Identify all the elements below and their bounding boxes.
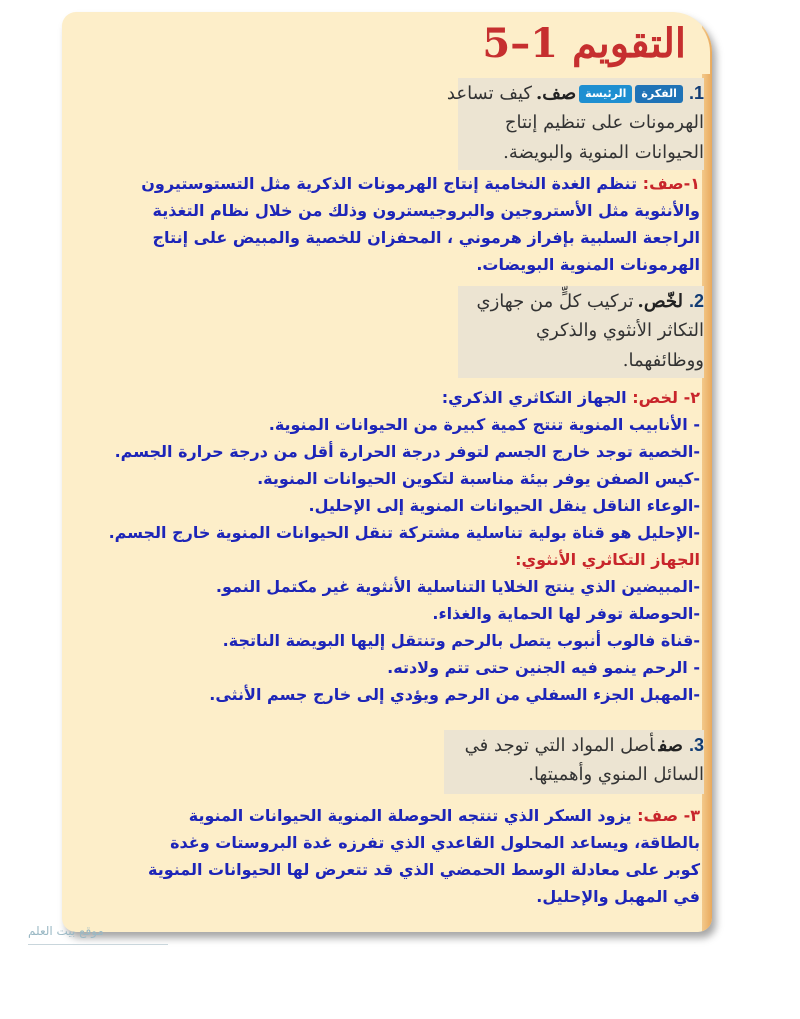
- question-2-line: التكاثر الأنثوي والذكري: [535, 320, 704, 341]
- question-3-line: أصل المواد التي توجد في: [464, 735, 655, 756]
- question-2-box: [458, 286, 704, 378]
- question-1-keyword: صف.: [535, 83, 577, 104]
- answer-1-line: تنظم الغدة النخامية إنتاج الهرمونات الذكرية مثل التستوستيرون: [141, 174, 638, 193]
- answer-1-line: الراجعة السلبية بإفراز هرموني ، المحفزان للخصية والمبيض على إنتاج: [152, 228, 700, 247]
- answer-3: [110, 802, 700, 910]
- answer-3-label: ٣- صف:: [637, 806, 700, 825]
- male-item: - الأنابيب المنوية تنتج كمية كبيرة من الحيوانات المنوية.: [268, 415, 700, 434]
- question-3-box: [444, 730, 704, 794]
- answer-3-line: كوبر على معادلة الوسط الحمضي الذي قد تتعرض لها الحيوانات المنوية: [147, 860, 700, 879]
- question-2-number: 2.: [688, 291, 704, 311]
- question-2-line: تركيب كلٍّ من جهازي: [476, 291, 634, 312]
- question-1-number: 1.: [688, 83, 704, 103]
- question-3-number: 3.: [688, 735, 704, 755]
- male-item: -الوعاء الناقل ينقل الحيوانات المنوية إلى الإحليل.: [308, 496, 700, 515]
- answer-1-line: الهرمونات المنوية البويضات.: [476, 255, 700, 274]
- male-item: -الإحليل هو قناة بولية تناسلية مشتركة تنقل الحيوانات المنوية خارج الجسم.: [108, 523, 700, 542]
- answer-1: [110, 170, 700, 278]
- female-item: -قناة فالوب أنبوب يتصل بالرحم وتنتقل إليها البويضة الناتجة.: [222, 631, 700, 650]
- male-item: -كيس الصفن يوفر بيئة مناسبة لتكوين الحيوانات المنوية.: [257, 469, 700, 488]
- question-2-keyword: لخّص.: [637, 291, 683, 312]
- question-1-line: كيف تساعد: [446, 83, 532, 104]
- answer-3-line: يزود السكر الذي تنتجه الحوصلة المنوية الحيوانات المنوية: [188, 806, 632, 825]
- answer-2-label: ٢- لخص:: [632, 388, 700, 407]
- male-system-heading: الجهاز التكاثري الذكري:: [441, 388, 627, 407]
- question-1-line: الهرمونات على تنظيم إنتاج: [504, 112, 704, 133]
- answer-3-line: في المهبل والإحليل.: [536, 887, 700, 906]
- female-system-heading: الجهاز التكاثري الأنثوي:: [515, 550, 700, 569]
- female-item: -المهبل الجزء السفلي من الرحم ويؤدي إلى خارج جسم الأنثى.: [209, 685, 700, 704]
- page-title: التقويم 1–5: [482, 20, 686, 67]
- main-idea-badge: الفكرة: [635, 85, 683, 103]
- female-item: - الرحم ينمو فيه الجنين حتى تتم ولادته.: [387, 658, 700, 677]
- answer-1-line: والأنثوية مثل الأستروجين والبروجيسترون وذلك من خلال نظام التغذية: [152, 201, 700, 220]
- question-2-line: ووظائفهما.: [622, 350, 704, 371]
- question-1-box: [446, 78, 704, 170]
- answer-2: [70, 384, 700, 708]
- watermark-logo: موقع بيت العلم: [28, 924, 168, 945]
- main-idea-badge-2: الرئيسة: [579, 85, 632, 103]
- question-3-line: السائل المنوي وأهميتها.: [528, 764, 704, 785]
- answer-3-line: بالطاقة، ويساعد المحلول القاعدي الذي تفرزه غدة البروستات وغدة: [170, 833, 700, 852]
- female-item: -الحوصلة توفر لها الحماية والغذاء.: [432, 604, 700, 623]
- question-3-keyword: صف: [658, 735, 683, 756]
- male-item: -الخصية توجد خارج الجسم لتوفر درجة الحرارة أقل من درجة حرارة الجسم.: [114, 442, 700, 461]
- female-item: -المبيضين الذي ينتج الخلايا التناسلية الأنثوية غير مكتمل النمو.: [215, 577, 700, 596]
- question-1-line: الحيوانات المنوية والبويضة.: [503, 142, 704, 163]
- answer-1-label: ١-صف:: [642, 174, 700, 193]
